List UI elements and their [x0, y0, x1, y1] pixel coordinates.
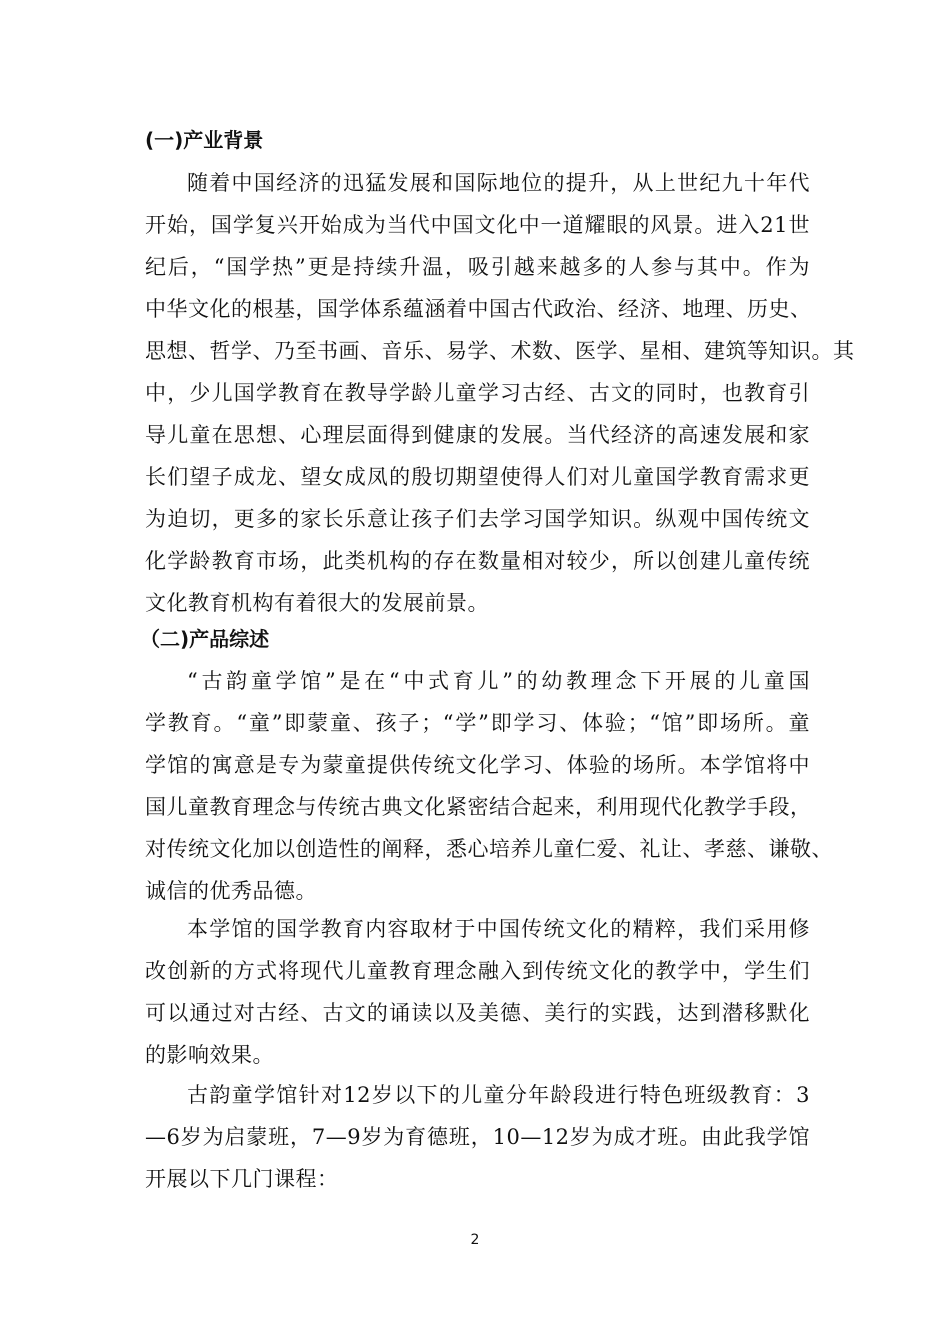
- section-heading-industry-background: (一)产业背景: [145, 128, 264, 152]
- text-line: 开展以下几门课程：: [145, 1167, 339, 1191]
- text-line: 国儿童教育理念与传统古典文化紧密结合起来，利用现代化教学手段，: [145, 795, 812, 819]
- paragraph-product-overview-1: [145, 660, 833, 912]
- text-line: 古韵童学馆针对12岁以下的儿童分年龄段进行特色班级教育：3: [187, 1083, 810, 1107]
- text-line: 中华文化的根基，国学体系蕴涵着中国古代政治、经济、地理、历史、: [145, 297, 812, 321]
- text-line: 长们望子成龙、望女成凤的殷切期望使得人们对儿童国学教育需求更: [145, 465, 810, 489]
- page-number: 2: [470, 1232, 480, 1248]
- text-line: —6岁为启蒙班，7—9岁为育德班，10—12岁为成才班。由此我学馆: [145, 1125, 810, 1149]
- text-line: 学教育。“童”即蒙童、孩子；“学”即学习、体验；“馆”即场所。童: [145, 711, 810, 735]
- text-line: 学馆的寓意是专为蒙童提供传统文化学习、体验的场所。本学馆将中: [145, 753, 810, 777]
- text-line: 随着中国经济的迅猛发展和国际地位的提升，从上世纪九十年代: [187, 171, 810, 195]
- paragraph-industry-background: [145, 162, 855, 624]
- text-line: 的影响效果。: [145, 1043, 274, 1067]
- text-line: 为迫切，更多的家长乐意让孩子们去学习国学知识。纵观中国传统文: [145, 507, 810, 531]
- text-line: 改创新的方式将现代儿童教育理念融入到传统文化的教学中，学生们: [145, 959, 810, 983]
- text-line: 化学龄教育市场，此类机构的存在数量相对较少，所以创建儿童传统: [145, 549, 810, 573]
- text-line: 对传统文化加以创造性的阐释，悉心培养儿童仁爱、礼让、孝慈、谦敬、: [145, 837, 833, 861]
- text-line: 本学馆的国学教育内容取材于中国传统文化的精粹，我们采用修: [187, 917, 810, 941]
- text-line: 导儿童在思想、心理层面得到健康的发展。当代经济的高速发展和家: [145, 423, 810, 447]
- paragraph-product-overview-3: [145, 1074, 810, 1200]
- text-line: 纪后，“国学热”更是持续升温，吸引越来越多的人参与其中。作为: [145, 255, 810, 279]
- paragraph-product-overview-2: [145, 908, 810, 1076]
- text-line: 可以通过对古经、古文的诵读以及美德、美行的实践，达到潜移默化: [145, 1001, 810, 1025]
- text-line: 文化教育机构有着很大的发展前景。: [145, 591, 489, 615]
- text-line: 诚信的优秀品德。: [145, 879, 317, 903]
- text-line: 开始，国学复兴开始成为当代中国文化中一道耀眼的风景。进入21世: [145, 213, 810, 237]
- text-line: 思想、哲学、乃至书画、音乐、易学、术数、医学、星相、建筑等知识。其: [145, 339, 855, 363]
- text-line: 中，少儿国学教育在教导学龄儿童学习古经、古文的同时，也教育引: [145, 381, 810, 405]
- text-line: “古韵童学馆”是在“中式育儿”的幼教理念下开展的儿童国: [187, 669, 810, 693]
- section-heading-product-overview: （二)产品综述: [140, 627, 270, 651]
